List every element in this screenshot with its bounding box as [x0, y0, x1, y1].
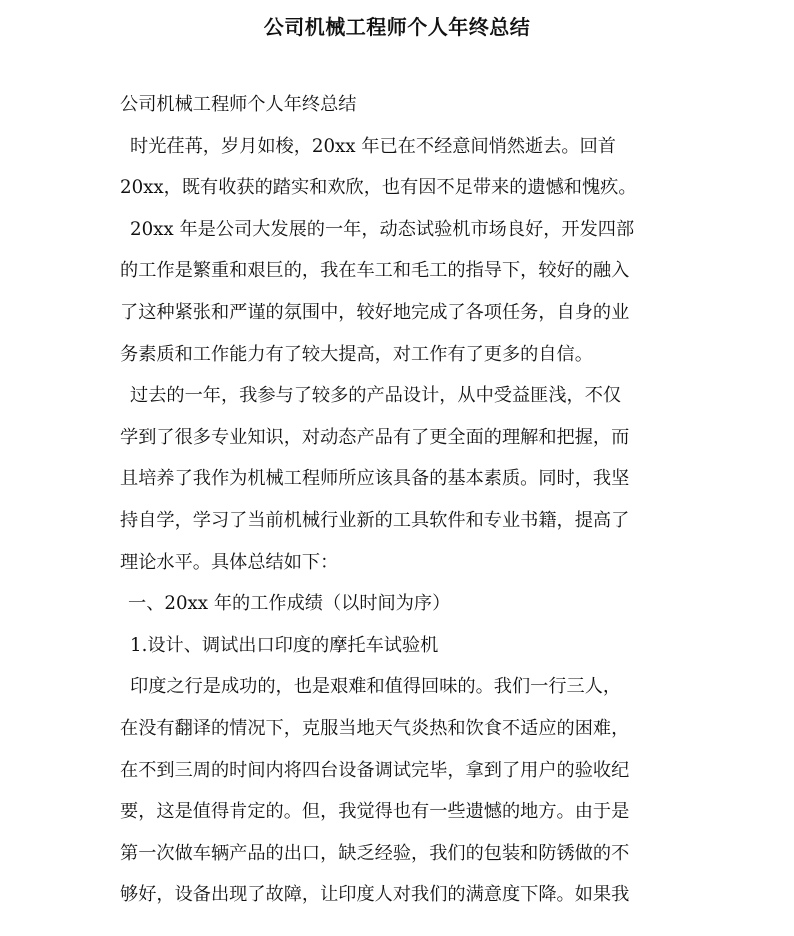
body-line: 过去的一年，我参与了较多的产品设计，从中受益匪浅，不仅: [130, 385, 622, 407]
body-line: 持自学，学习了当前机械行业新的工具软件和专业书籍，提高了: [120, 509, 630, 531]
section-heading: 一、20xx 年的工作成绩（以时间为序）: [128, 593, 451, 615]
body-line: 够好，设备出现了故障，让印度人对我们的满意度下降。如果我: [120, 884, 630, 906]
body-line: 20xx，既有收获的踏实和欢欣，也有因不足带来的遗憾和愧疚。: [120, 177, 637, 199]
subsection-heading: 1.设计、调试出口印度的摩托车试验机: [130, 634, 439, 656]
body-line: 理论水平。具体总结如下：: [120, 551, 339, 573]
body-line: 要，这是值得肯定的。但，我觉得也有一些遗憾的地方。由于是: [120, 801, 630, 823]
body-line: 在没有翻译的情况下，克服当地天气炎热和饮食不适应的困难，: [120, 717, 630, 739]
body-line: 学到了很多专业知识，对动态产品有了更全面的理解和把握，而: [120, 426, 630, 448]
body-line: 且培养了我作为机械工程师所应该具备的基本素质。同时，我坚: [120, 468, 630, 490]
body-line: 印度之行是成功的，也是艰难和值得回味的。我们一行三人，: [130, 676, 622, 698]
body-line: 务素质和工作能力有了较大提高，对工作有了更多的自信。: [120, 343, 593, 365]
body-line: 20xx 年是公司大发展的一年，动态试验机市场良好，开发四部: [130, 218, 635, 240]
body-line: 第一次做车辆产品的出口，缺乏经验，我们的包装和防锈做的不: [120, 842, 630, 864]
body-line: 的工作是繁重和艰巨的，我在车工和毛工的指导下，较好的融入: [120, 260, 630, 282]
body-line: 时光荏苒，岁月如梭，20xx 年已在不经意间悄然逝去。回首: [130, 135, 616, 157]
document-title: 公司机械工程师个人年终总结: [263, 15, 531, 39]
document-body: [120, 84, 690, 916]
body-line: 在不到三周的时间内将四台设备调试完毕，拿到了用户的验收纪: [120, 759, 630, 781]
body-line: 了这种紧张和严谨的氛围中，较好地完成了各项任务，自身的业: [120, 301, 630, 323]
body-line: 公司机械工程师个人年终总结: [120, 94, 357, 115]
